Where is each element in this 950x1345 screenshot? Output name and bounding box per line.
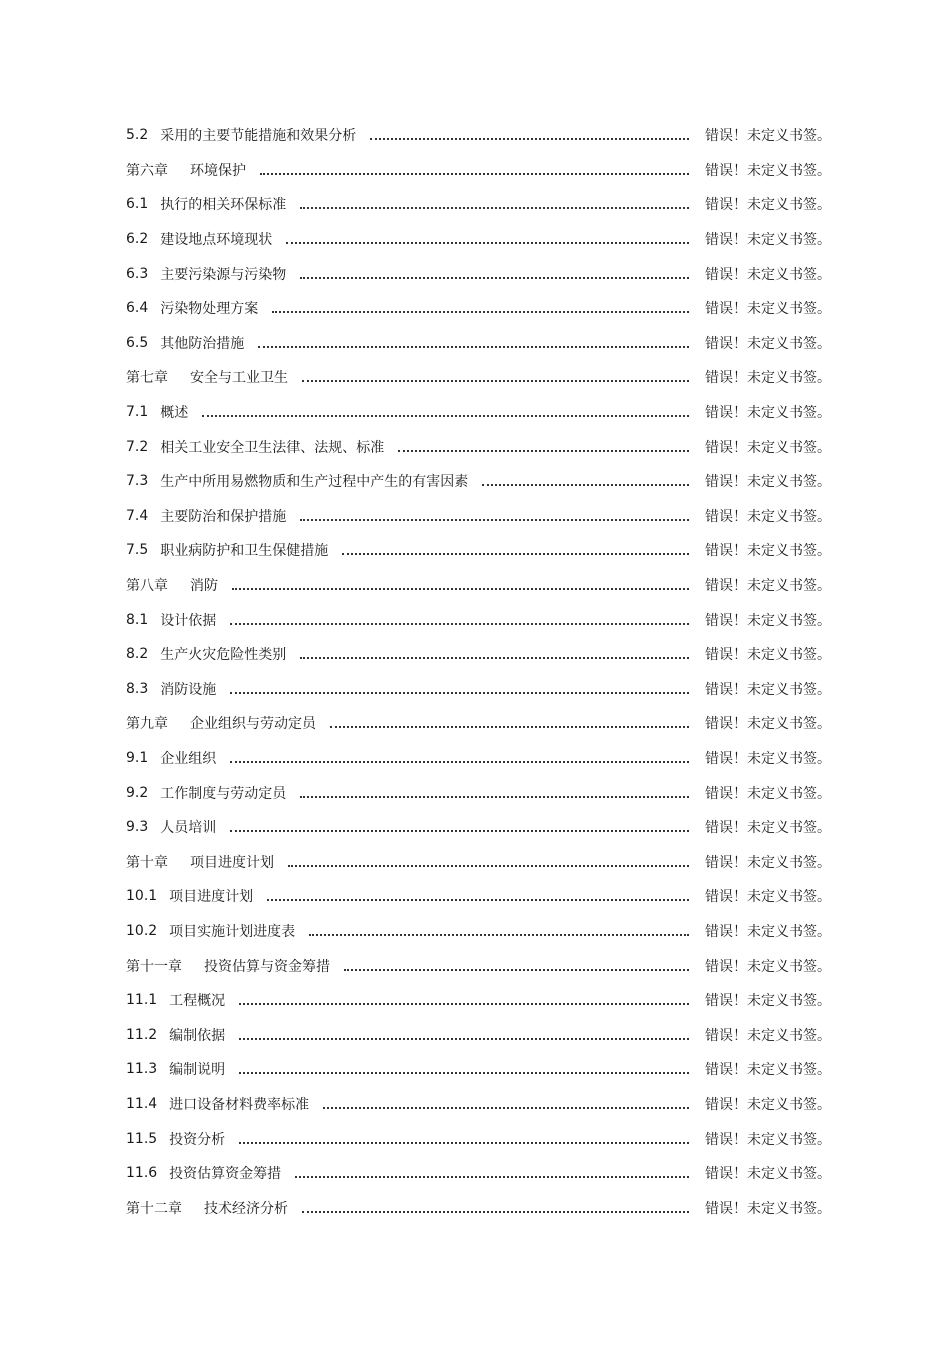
toc-page-reference: 错误！未定义书签。 <box>705 474 831 491</box>
toc-dot-leader <box>300 786 689 800</box>
toc-section-entry[interactable] <box>126 1121 831 1156</box>
toc-dot-leader <box>300 267 689 281</box>
toc-entry-title: 职业病防护和卫生保健措施 <box>160 543 329 560</box>
toc-section-entry[interactable] <box>126 741 831 776</box>
toc-entry-number: 8.2 <box>126 646 149 663</box>
toc-section-entry[interactable] <box>126 395 831 430</box>
toc-entry-title: 编制依据 <box>169 1027 226 1044</box>
toc-section-entry[interactable] <box>126 256 831 291</box>
toc-entry-number: 8.3 <box>126 680 149 697</box>
toc-entry-number: 第八章 <box>126 578 168 595</box>
toc-entry-number: 11.5 <box>126 1130 158 1147</box>
toc-dot-leader <box>230 682 689 696</box>
toc-entry-title: 人员培训 <box>160 820 217 837</box>
toc-entry-title: 投资估算资金筹措 <box>169 1166 282 1183</box>
toc-entry-number: 11.3 <box>126 1061 158 1078</box>
toc-entry-number: 6.5 <box>126 334 149 351</box>
toc-page-reference: 错误！未定义书签。 <box>705 335 831 352</box>
toc-entry-title: 进口设备材料费率标准 <box>169 1096 310 1113</box>
toc-dot-leader <box>272 301 689 315</box>
toc-section-entry[interactable] <box>126 1156 831 1191</box>
toc-dot-leader <box>267 889 689 903</box>
toc-page-reference: 错误！未定义书签。 <box>705 1200 831 1217</box>
toc-page-reference: 错误！未定义书签。 <box>705 612 831 629</box>
toc-entry-title: 主要防治和保护措施 <box>160 508 287 525</box>
toc-dot-leader <box>260 163 689 177</box>
toc-entry-title: 主要污染源与污染物 <box>160 266 287 283</box>
toc-section-entry[interactable] <box>126 775 831 810</box>
toc-entry-number: 9.2 <box>126 784 149 801</box>
toc-entry-title: 项目进度计划 <box>190 854 274 871</box>
toc-entry-title: 编制说明 <box>169 1062 226 1079</box>
toc-entry-title: 工作制度与劳动定员 <box>160 785 287 802</box>
toc-entry-number: 11.6 <box>126 1165 158 1182</box>
toc-chapter-entry[interactable] <box>126 153 831 188</box>
toc-entry-title: 采用的主要节能措施和效果分析 <box>160 128 357 145</box>
toc-section-entry[interactable] <box>126 1052 831 1087</box>
toc-entry-title: 企业组织 <box>160 750 217 767</box>
toc-page-reference: 错误！未定义书签。 <box>705 266 831 283</box>
toc-dot-leader <box>482 474 689 488</box>
toc-dot-leader <box>202 405 689 419</box>
toc-entry-number: 7.5 <box>126 542 149 559</box>
toc-entry-number: 第七章 <box>126 370 168 387</box>
toc-dot-leader <box>288 855 689 869</box>
toc-chapter-entry[interactable] <box>126 1190 831 1225</box>
toc-entry-title: 其他防治措施 <box>160 335 245 352</box>
toc-section-entry[interactable] <box>126 187 831 222</box>
toc-dot-leader <box>300 647 689 661</box>
toc-page-reference: 错误！未定义书签。 <box>705 1027 831 1044</box>
toc-page-reference: 错误！未定义书签。 <box>705 1166 831 1183</box>
toc-section-entry[interactable] <box>126 429 831 464</box>
toc-section-entry[interactable] <box>126 914 831 949</box>
toc-page-reference: 错误！未定义书签。 <box>705 647 831 664</box>
toc-dot-leader <box>398 440 689 454</box>
toc-entry-number: 11.4 <box>126 1095 158 1112</box>
toc-page-reference: 错误！未定义书签。 <box>705 543 831 560</box>
toc-page-reference: 错误！未定义书签。 <box>705 578 831 595</box>
toc-entry-title: 项目进度计划 <box>169 889 254 906</box>
toc-page-reference: 错误！未定义书签。 <box>705 750 831 767</box>
toc-entry-title: 生产中所用易燃物质和生产过程中产生的有害因素 <box>160 474 469 491</box>
toc-entry-number: 6.3 <box>126 265 149 282</box>
toc-entry-number: 第九章 <box>126 716 168 733</box>
toc-page-reference: 错误！未定义书签。 <box>705 993 831 1010</box>
toc-chapter-entry[interactable] <box>126 568 831 603</box>
toc-entry-number: 9.3 <box>126 819 149 836</box>
toc-dot-leader <box>232 578 689 592</box>
toc-dot-leader <box>295 1166 689 1180</box>
toc-section-entry[interactable] <box>126 291 831 326</box>
toc-page-reference: 错误！未定义书签。 <box>705 785 831 802</box>
toc-page-reference: 错误！未定义书签。 <box>705 1096 831 1113</box>
toc-page-reference: 错误！未定义书签。 <box>705 923 831 940</box>
toc-section-entry[interactable] <box>126 118 831 153</box>
table-of-contents <box>126 118 831 1225</box>
toc-page-reference: 错误！未定义书签。 <box>705 1131 831 1148</box>
toc-entry-number: 7.3 <box>126 473 149 490</box>
toc-entry-number: 5.2 <box>126 127 149 144</box>
toc-page-reference: 错误！未定义书签。 <box>705 370 831 387</box>
toc-chapter-entry[interactable] <box>126 844 831 879</box>
toc-page-reference: 错误！未定义书签。 <box>705 439 831 456</box>
toc-entry-number: 8.1 <box>126 611 149 628</box>
toc-entry-title: 环境保护 <box>190 162 246 179</box>
toc-dot-leader <box>302 370 689 384</box>
toc-page-reference: 错误！未定义书签。 <box>705 232 831 249</box>
toc-page-reference: 错误！未定义书签。 <box>705 889 831 906</box>
toc-page-reference: 错误！未定义书签。 <box>705 854 831 871</box>
toc-section-entry[interactable] <box>126 499 831 534</box>
toc-entry-number: 10.1 <box>126 888 158 905</box>
toc-dot-leader <box>258 336 689 350</box>
toc-dot-leader <box>342 543 689 557</box>
toc-dot-leader <box>309 924 689 938</box>
toc-dot-leader <box>300 509 689 523</box>
toc-entry-title: 建设地点环境现状 <box>160 232 273 249</box>
toc-page-reference: 错误！未定义书签。 <box>705 681 831 698</box>
toc-entry-number: 6.4 <box>126 300 149 317</box>
toc-page-reference: 错误！未定义书签。 <box>705 405 831 422</box>
toc-entry-number: 6.2 <box>126 231 149 248</box>
toc-entry-title: 消防设施 <box>160 681 217 698</box>
toc-dot-leader <box>323 1097 689 1111</box>
toc-entry-number: 第十二章 <box>126 1200 182 1217</box>
toc-dot-leader <box>230 751 689 765</box>
toc-page-reference: 错误！未定义书签。 <box>705 820 831 837</box>
toc-entry-number: 7.4 <box>126 507 149 524</box>
toc-dot-leader <box>239 1062 689 1076</box>
toc-entry-number: 第六章 <box>126 162 168 179</box>
toc-entry-title: 执行的相关环保标准 <box>160 197 287 214</box>
toc-section-entry[interactable] <box>126 602 831 637</box>
toc-dot-leader <box>330 716 689 730</box>
toc-section-entry[interactable] <box>126 464 831 499</box>
toc-page-reference: 错误！未定义书签。 <box>705 128 831 145</box>
toc-dot-leader <box>286 232 689 246</box>
toc-entry-title: 投资分析 <box>169 1131 226 1148</box>
toc-entry-number: 第十章 <box>126 854 168 871</box>
toc-dot-leader <box>302 1201 689 1215</box>
toc-page-reference: 错误！未定义书签。 <box>705 716 831 733</box>
toc-entry-number: 6.1 <box>126 196 149 213</box>
toc-entry-number: 7.1 <box>126 404 149 421</box>
toc-entry-title: 污染物处理方案 <box>160 301 259 318</box>
toc-entry-title: 生产火灾危险性类别 <box>160 647 287 664</box>
toc-dot-leader <box>230 820 689 834</box>
toc-entry-number: 7.2 <box>126 438 149 455</box>
toc-entry-title: 工程概况 <box>169 993 226 1010</box>
toc-page-reference: 错误！未定义书签。 <box>705 958 831 975</box>
toc-entry-number: 第十一章 <box>126 958 182 975</box>
toc-entry-title: 概述 <box>160 405 189 422</box>
toc-section-entry[interactable] <box>126 326 831 361</box>
toc-entry-number: 9.1 <box>126 749 149 766</box>
toc-section-entry[interactable] <box>126 533 831 568</box>
toc-section-entry[interactable] <box>126 222 831 257</box>
toc-chapter-entry[interactable] <box>126 948 831 983</box>
toc-chapter-entry[interactable] <box>126 360 831 395</box>
toc-dot-leader <box>300 197 689 211</box>
toc-section-entry[interactable] <box>126 637 831 672</box>
toc-entry-title: 企业组织与劳动定员 <box>190 716 316 733</box>
toc-page-reference: 错误！未定义书签。 <box>705 1062 831 1079</box>
toc-section-entry[interactable] <box>126 879 831 914</box>
toc-page-reference: 错误！未定义书签。 <box>705 301 831 318</box>
toc-page-reference: 错误！未定义书签。 <box>705 508 831 525</box>
toc-entry-title: 设计依据 <box>160 612 217 629</box>
toc-entry-title: 技术经济分析 <box>204 1200 288 1217</box>
toc-entry-title: 投资估算与资金筹措 <box>204 958 330 975</box>
toc-section-entry[interactable] <box>126 672 831 707</box>
toc-entry-title: 安全与工业卫生 <box>190 370 288 387</box>
toc-dot-leader <box>239 1028 689 1042</box>
toc-entry-title: 项目实施计划进度表 <box>169 923 296 940</box>
toc-entry-title: 消防 <box>190 578 218 595</box>
toc-page-reference: 错误！未定义书签。 <box>705 197 831 214</box>
toc-page-reference: 错误！未定义书签。 <box>705 162 831 179</box>
toc-section-entry[interactable] <box>126 1017 831 1052</box>
toc-chapter-entry[interactable] <box>126 706 831 741</box>
toc-dot-leader <box>239 993 689 1007</box>
toc-entry-number: 11.2 <box>126 1026 158 1043</box>
toc-entry-number: 11.1 <box>126 992 158 1009</box>
toc-entry-number: 10.2 <box>126 922 158 939</box>
toc-dot-leader <box>239 1132 689 1146</box>
toc-dot-leader <box>344 959 689 973</box>
toc-dot-leader <box>370 128 689 142</box>
toc-section-entry[interactable] <box>126 1087 831 1122</box>
toc-entry-title: 相关工业安全卫生法律、法规、标准 <box>160 439 385 456</box>
toc-dot-leader <box>230 613 689 627</box>
toc-section-entry[interactable] <box>126 983 831 1018</box>
toc-section-entry[interactable] <box>126 810 831 845</box>
